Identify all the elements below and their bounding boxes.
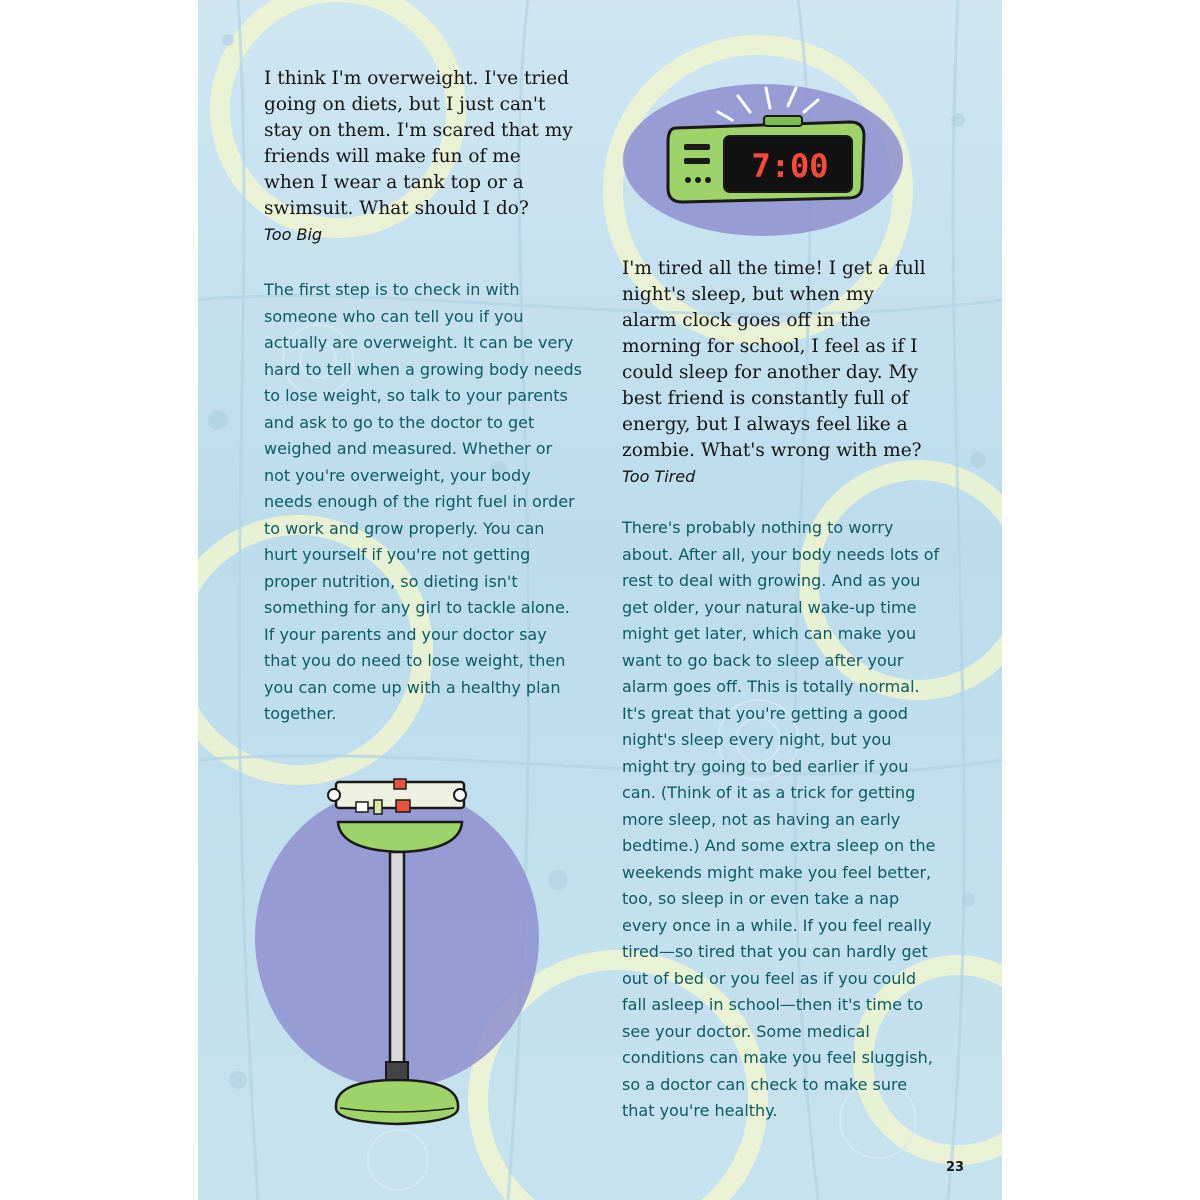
book-page <box>198 0 1002 1200</box>
clock-display: 7:00 <box>751 147 829 185</box>
question-letter <box>264 66 574 248</box>
alarm-clock-icon <box>668 116 864 202</box>
question-text: I think I'm overweight. I've tried going on diets, but I just can't stay on them. I'm scared that my friends will make fun of me when I wear a tank top or a swimsuit. What should I do? <box>264 68 573 219</box>
letter-signoff: Too Tired <box>622 467 696 486</box>
answer-paragraph: The first step is to check in with someone who can tell you if you actually are overweight. It can be very hard to tell when a growing body needs to lose weight, so talk to your parents and ask to go to the doctor to get weighed and measured. Whether or not you're overweight, your body needs enough of the right fuel in order to work and grow properly. You can hurt yourself if you're not getting proper nutrition, so dieting isn't something for any girl to tackle alone. If your parents and your doctor say that you do need to lose weight, then you can come up with a healthy plan together. <box>264 280 582 723</box>
alarm-clock-illustration <box>618 78 918 248</box>
scale-illustration <box>254 770 554 1150</box>
question-letter <box>622 256 932 490</box>
question-text: I'm tired all the time! I get a full night's sleep, but when my alarm clock goes off in the morning for school, I feel as if I could sleep for another day. My best friend is constantly full of energy, but I always feel like a zombie. What's wrong with me? <box>622 258 926 461</box>
page-number: 23 <box>946 1160 965 1175</box>
answer-paragraph: There's probably nothing to worry about. After all, your body needs lots of rest to deal with growing. And as you get older, your natural wake-up time might get later, which can make you want to go back to sleep after your alarm goes off. This is totally normal. It's great that you're getting a good night's sleep every night, but you might try going to bed earlier if you can. (Think of it as a trick for getting more sleep, not as having an early bedtime.) And some extra sleep on the weekends might make you feel better, too, so sleep in or even take a nap every once in a while. If you feel really tired—so tired that you can hardly get out of bed or you feel as if you could fall asleep in school—then it's time to see your doctor. Some medical conditions can make you feel sluggish, so a doctor can check to make sure that you're healthy. <box>622 518 940 1120</box>
letter-signoff: Too Big <box>264 225 323 244</box>
